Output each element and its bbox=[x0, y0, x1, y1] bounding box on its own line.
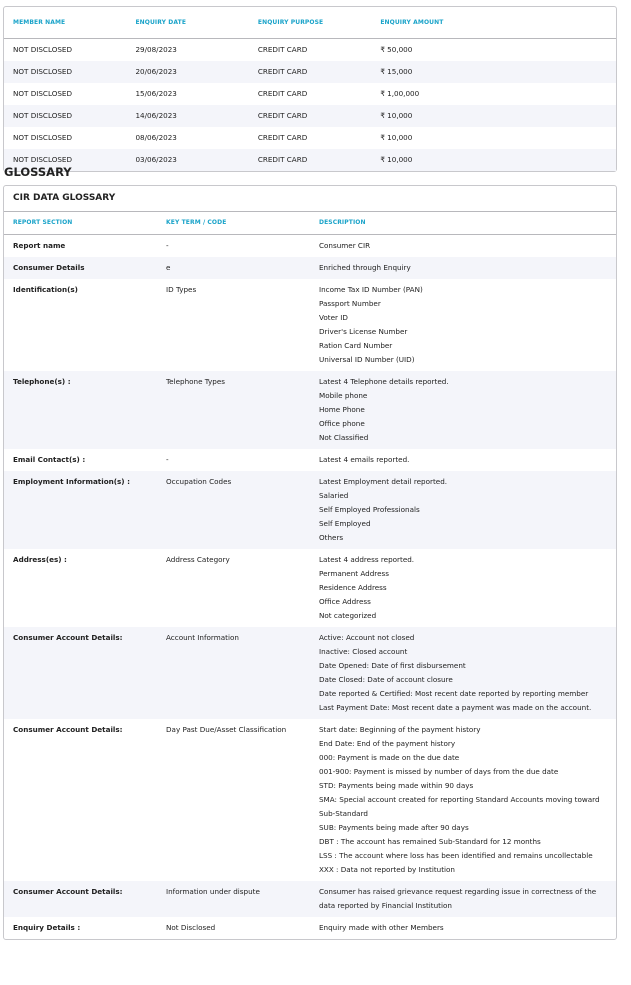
enquiry-amount-cell: ₹ 50,000 bbox=[380, 45, 413, 54]
enquiry-date-cell: 20/06/2023 bbox=[135, 67, 177, 76]
glossary-row bbox=[4, 719, 616, 881]
description-line: Not Classified bbox=[319, 433, 369, 442]
description-line: Mobile phone bbox=[319, 391, 368, 400]
enquiry-amount-cell: ₹ 10,000 bbox=[380, 155, 413, 164]
description-line: End Date: End of the payment history bbox=[319, 739, 456, 748]
report-section-cell: Consumer Details bbox=[13, 263, 85, 272]
description-line: Others bbox=[319, 533, 344, 542]
report-section-cell: Email Contact(s) : bbox=[13, 455, 86, 464]
col-enquiry-date: ENQUIRY DATE bbox=[135, 18, 187, 26]
col-member-name: MEMBER NAME bbox=[13, 18, 66, 26]
description-line: LSS : The account where loss has been identified and remains uncollectable bbox=[319, 851, 593, 860]
report-section-cell: Enquiry Details : bbox=[13, 923, 81, 932]
enquiry-purpose-cell: CREDIT CARD bbox=[257, 89, 308, 98]
report-section-cell: Consumer Account Details: bbox=[13, 633, 123, 642]
description-line: Universal ID Number (UID) bbox=[319, 355, 415, 364]
report-section-cell: Address(es) : bbox=[13, 555, 67, 564]
member-name-cell: NOT DISCLOSED bbox=[13, 67, 72, 76]
col-enquiry-purpose: ENQUIRY PURPOSE bbox=[257, 18, 324, 26]
description-line: Date Opened: Date of first disbursement bbox=[319, 661, 466, 670]
description-line: Office phone bbox=[319, 419, 365, 428]
description-cell bbox=[310, 283, 616, 367]
description-cell bbox=[310, 453, 616, 467]
glossary-row bbox=[4, 881, 616, 917]
glossary-row bbox=[4, 471, 616, 549]
enquiry-amount-cell: ₹ 1,00,000 bbox=[380, 89, 420, 98]
description-line: Date Closed: Date of account closure bbox=[319, 675, 453, 684]
table-header bbox=[4, 212, 616, 235]
description-line: Enriched through Enquiry bbox=[319, 263, 411, 272]
description-line: SUB: Payments being made after 90 days bbox=[319, 823, 469, 832]
description-line: Latest Employment detail reported. bbox=[319, 477, 448, 486]
report-section-cell: Report name bbox=[13, 241, 66, 250]
description-line: Office Address bbox=[319, 597, 371, 606]
table-row bbox=[4, 105, 616, 127]
description-line: Income Tax ID Number (PAN) bbox=[319, 285, 423, 294]
description-line: Active: Account not closed bbox=[319, 633, 415, 642]
description-line: Not categorized bbox=[319, 611, 377, 620]
description-line: DBT : The account has remained Sub-Standard for 12 months bbox=[319, 837, 541, 846]
glossary-row bbox=[4, 917, 616, 939]
description-line: Latest 4 Telephone details reported. bbox=[319, 377, 449, 386]
key-term-cell: Address Category bbox=[166, 555, 230, 564]
description-line: Driver's License Number bbox=[319, 327, 408, 336]
description-line: Last Payment Date: Most recent date a payment was made on the account. bbox=[319, 703, 592, 712]
enquiry-amount-cell: ₹ 15,000 bbox=[380, 67, 413, 76]
key-term-cell: ID Types bbox=[166, 285, 197, 294]
glossary-row bbox=[4, 235, 616, 257]
description-cell bbox=[310, 631, 616, 715]
description-line: Ration Card Number bbox=[319, 341, 393, 350]
description-cell bbox=[310, 921, 616, 935]
member-name-cell: NOT DISCLOSED bbox=[13, 155, 72, 164]
description-line: Date reported & Certified: Most recent date reported by reporting member bbox=[319, 689, 589, 698]
key-term-cell: Occupation Codes bbox=[166, 477, 232, 486]
description-line: Consumer has raised grievance request regarding issue in correctness of the data reported by Financial Institution bbox=[319, 887, 597, 910]
table-row bbox=[4, 83, 616, 105]
enquiry-date-cell: 03/06/2023 bbox=[135, 155, 177, 164]
enquiry-purpose-cell: CREDIT CARD bbox=[257, 111, 308, 120]
description-cell bbox=[310, 723, 616, 877]
table-row bbox=[4, 149, 616, 171]
glossary-card bbox=[3, 185, 617, 940]
key-term-cell: - bbox=[166, 455, 169, 464]
key-term-cell: Account Information bbox=[166, 633, 239, 642]
report-section-cell: Consumer Account Details: bbox=[13, 725, 123, 734]
report-section-cell: Employment Information(s) : bbox=[13, 477, 130, 486]
enquiry-date-cell: 08/06/2023 bbox=[135, 133, 177, 142]
description-line: STD: Payments being made within 90 days bbox=[319, 781, 474, 790]
glossary-row bbox=[4, 549, 616, 627]
enquiry-amount-cell: ₹ 10,000 bbox=[380, 111, 413, 120]
enquiry-date-cell: 15/06/2023 bbox=[135, 89, 177, 98]
description-cell bbox=[310, 239, 616, 253]
description-cell bbox=[310, 475, 616, 545]
description-line: XXX : Data not reported by Institution bbox=[319, 865, 455, 874]
description-cell bbox=[310, 553, 616, 623]
table-row bbox=[4, 39, 616, 61]
description-line: Salaried bbox=[319, 491, 349, 500]
key-term-cell: - bbox=[166, 241, 169, 250]
glossary-card-title: CIR DATA GLOSSARY bbox=[4, 186, 616, 212]
glossary-row bbox=[4, 627, 616, 719]
key-term-cell: Day Past Due/Asset Classification bbox=[166, 725, 287, 734]
key-term-cell: Not Disclosed bbox=[166, 923, 216, 932]
description-line: 001-900: Payment is missed by number of days from the due date bbox=[319, 767, 559, 776]
enquiry-purpose-cell: CREDIT CARD bbox=[257, 67, 308, 76]
enquiry-purpose-cell: CREDIT CARD bbox=[257, 45, 308, 54]
description-line: Voter ID bbox=[319, 313, 348, 322]
enquiry-date-cell: 14/06/2023 bbox=[135, 111, 177, 120]
description-line: Self Employed Professionals bbox=[319, 505, 420, 514]
report-section-cell: Identification(s) bbox=[13, 285, 78, 294]
description-line: Inactive: Closed account bbox=[319, 647, 408, 656]
glossary-row bbox=[4, 449, 616, 471]
description-line: Latest 4 emails reported. bbox=[319, 455, 410, 464]
enquiry-table bbox=[3, 6, 617, 172]
table-header bbox=[4, 7, 616, 39]
description-line: Start date: Beginning of the payment history bbox=[319, 725, 481, 734]
description-line: Permanent Address bbox=[319, 569, 389, 578]
key-term-cell: e bbox=[166, 263, 171, 272]
enquiry-amount-cell: ₹ 10,000 bbox=[380, 133, 413, 142]
glossary-row bbox=[4, 279, 616, 371]
description-line: Enquiry made with other Members bbox=[319, 923, 444, 932]
enquiry-date-cell: 29/08/2023 bbox=[135, 45, 177, 54]
report-section-cell: Telephone(s) : bbox=[13, 377, 71, 386]
description-cell bbox=[310, 885, 616, 913]
description-line: Self Employed bbox=[319, 519, 371, 528]
col-enquiry-amount: ENQUIRY AMOUNT bbox=[380, 18, 444, 26]
description-line: Passport Number bbox=[319, 299, 381, 308]
member-name-cell: NOT DISCLOSED bbox=[13, 45, 72, 54]
table-row bbox=[4, 127, 616, 149]
col-key-term: KEY TERM / CODE bbox=[166, 219, 227, 226]
member-name-cell: NOT DISCLOSED bbox=[13, 111, 72, 120]
table-row bbox=[4, 61, 616, 83]
col-description: DESCRIPTION bbox=[319, 219, 366, 226]
description-line: Latest 4 address reported. bbox=[319, 555, 415, 564]
col-report-section: REPORT SECTION bbox=[13, 219, 73, 226]
description-cell bbox=[310, 375, 616, 445]
report-section-cell: Consumer Account Details: bbox=[13, 887, 123, 896]
description-line: 000: Payment is made on the due date bbox=[319, 753, 460, 762]
description-line: Consumer CIR bbox=[319, 241, 371, 250]
glossary-heading: GLOSSARY bbox=[4, 165, 72, 179]
enquiry-purpose-cell: CREDIT CARD bbox=[257, 155, 308, 164]
description-line: Home Phone bbox=[319, 405, 365, 414]
description-cell bbox=[310, 261, 616, 275]
enquiry-purpose-cell: CREDIT CARD bbox=[257, 133, 308, 142]
glossary-row bbox=[4, 371, 616, 449]
key-term-cell: Information under dispute bbox=[166, 887, 260, 896]
member-name-cell: NOT DISCLOSED bbox=[13, 89, 72, 98]
description-line: Residence Address bbox=[319, 583, 387, 592]
member-name-cell: NOT DISCLOSED bbox=[13, 133, 72, 142]
description-line: SMA: Special account created for reporting Standard Accounts moving toward Sub-Standard bbox=[319, 795, 600, 818]
key-term-cell: Telephone Types bbox=[166, 377, 226, 386]
glossary-row bbox=[4, 257, 616, 279]
